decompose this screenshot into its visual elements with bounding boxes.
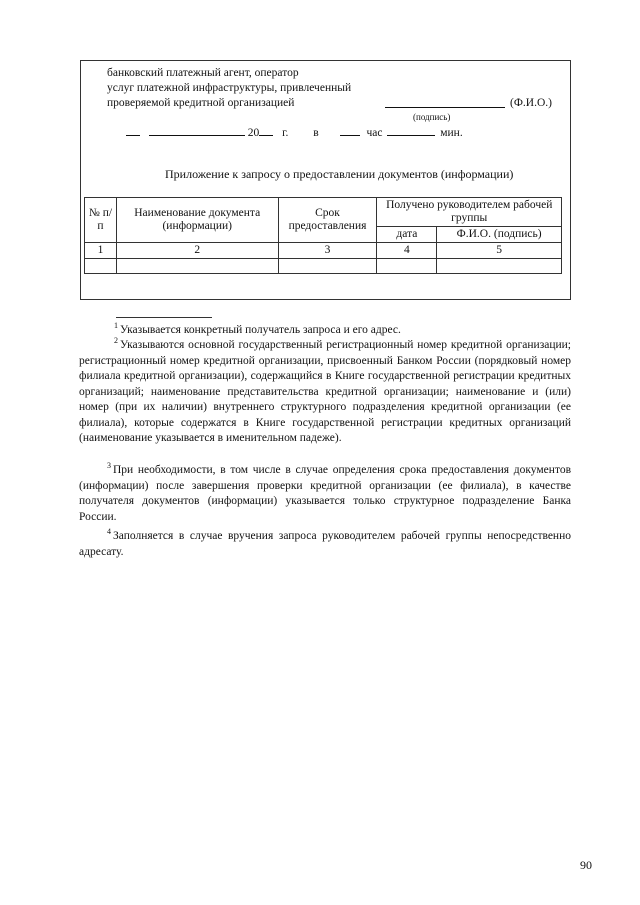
at-label: в [313, 127, 319, 139]
header-line-1: банковский платежный агент, оператор [107, 67, 299, 79]
signature-caption: (подпись) [413, 112, 451, 122]
hour-label: час [366, 127, 383, 139]
documents-table [84, 197, 562, 274]
fio-label: (Ф.И.О.) [510, 97, 552, 109]
footnote-2-text: Указываются основной государственный регистрационный номер кредитной организации; регистрационный номер кредитной организации, присвоенный Банком России (порядковый номер филиала кредитной организации), содержащийся в Книге государственной регистрации кредитных организаций; наименование представительства кредитной организации; наименование и (или) номер (при их наличии) внутреннего структурного подразделения кредитной организации (ее филиала), которые содержатся в Книге государственной регистрации кредитных организаций (наименование указывается в именительном падеже). [79, 339, 571, 444]
footnote-4-mark: 4 [107, 527, 111, 536]
footnote-1-mark: 1 [114, 321, 118, 330]
col-header-date: дата [377, 227, 437, 243]
table-row-numbering [85, 243, 562, 259]
table-cell [116, 259, 278, 274]
footnote-2 [79, 333, 571, 447]
footnote-3-text: При необходимости, в том числе в случае определения срока предоставления документов (информации) после завершения проверки кредитной организации (ее филиала), в качестве получателя документов (информации) указывается только структурное подразделение Банка России. [79, 464, 571, 523]
col-header-fio: Ф.И.О. (подпись) [437, 227, 562, 243]
table-cell: 2 [116, 243, 278, 259]
footnote-3-mark: 3 [107, 461, 111, 470]
table-cell: 5 [437, 243, 562, 259]
table-row-empty [85, 259, 562, 274]
table-cell [85, 259, 117, 274]
table-cell: 4 [377, 243, 437, 259]
table-cell [278, 259, 377, 274]
table-cell [437, 259, 562, 274]
page-number: 90 [580, 858, 592, 872]
footnote-4 [79, 524, 571, 560]
col-header-received: Получено руководителем рабочей группы [377, 198, 562, 227]
footnote-1-text: Указывается конкретный получатель запроса и его адрес. [120, 324, 401, 336]
footnote-3 [79, 458, 571, 525]
col-header-deadline: Срок предоставления [278, 198, 377, 243]
appendix-title: Приложение к запросу о предоставлении документов (информации) [165, 167, 514, 181]
table-cell: 3 [278, 243, 377, 259]
year-suffix: г. [282, 127, 289, 139]
header-line-2: услуг платежной инфраструктуры, привлеченный [107, 82, 352, 94]
minute-label: мин. [440, 127, 463, 139]
table-cell: 1 [85, 243, 117, 259]
year-prefix: 20 [247, 127, 260, 139]
col-header-number: № п/п [85, 198, 117, 243]
date-time-line [126, 124, 463, 140]
table-cell [377, 259, 437, 274]
col-header-name: Наименование документа (информации) [116, 198, 278, 243]
footnote-2-mark: 2 [114, 336, 118, 345]
footnote-4-text: Заполняется в случае вручения запроса руководителем рабочей группы непосредственно адресату. [79, 530, 571, 558]
header-line-3: проверяемой кредитной организацией [107, 97, 295, 109]
